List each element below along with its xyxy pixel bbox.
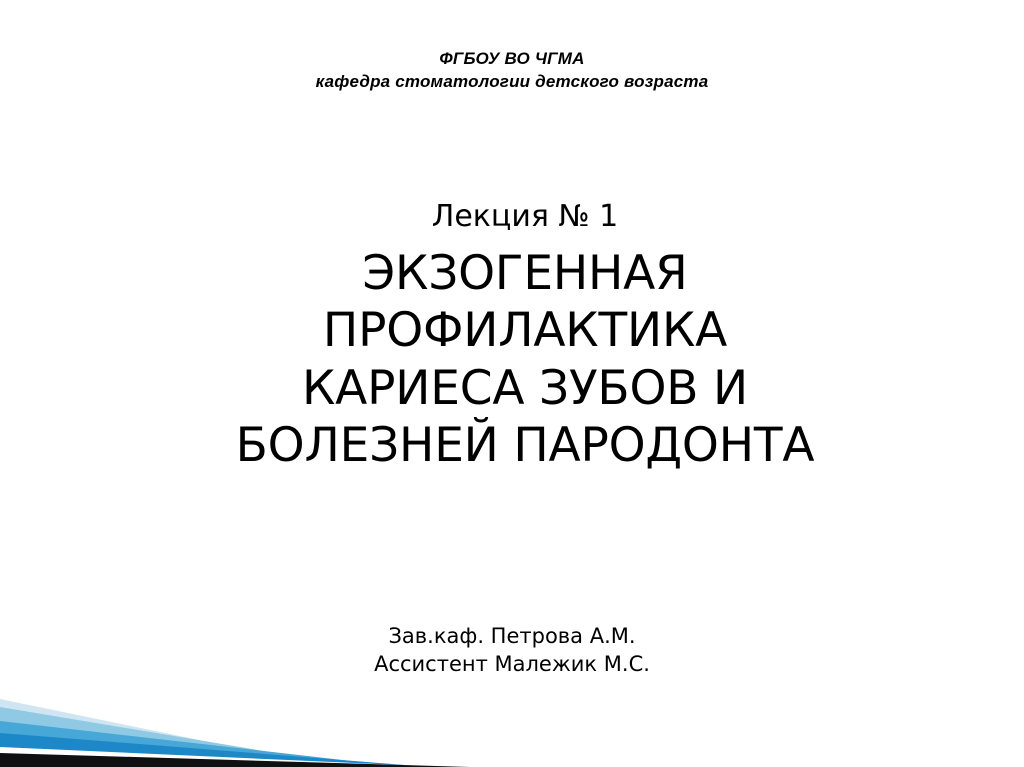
institution-name: ФГБОУ ВО ЧГМА — [439, 49, 585, 68]
title-line-1: ЭКЗОГЕННАЯ — [362, 246, 688, 301]
department-name: кафедра стоматологии детского возраста — [315, 71, 709, 91]
lecture-number: Лекция № 1 — [431, 199, 619, 234]
title-line-3: КАРИЕСА ЗУБОВ И — [302, 360, 748, 416]
title-line-4: БОЛЕЗНЕЙ ПАРОДОНТА — [235, 417, 815, 473]
institution-header — [0, 48, 1024, 94]
authors-block — [0, 622, 1024, 679]
page-title — [95, 245, 955, 474]
author-assistant: Ассистент Малежик М.С. — [374, 652, 650, 677]
author-head-of-department: Зав.каф. Петрова А.М. — [388, 624, 636, 648]
title-block — [95, 200, 955, 474]
title-line-2: ПРОФИЛАКТИКА — [322, 303, 728, 359]
